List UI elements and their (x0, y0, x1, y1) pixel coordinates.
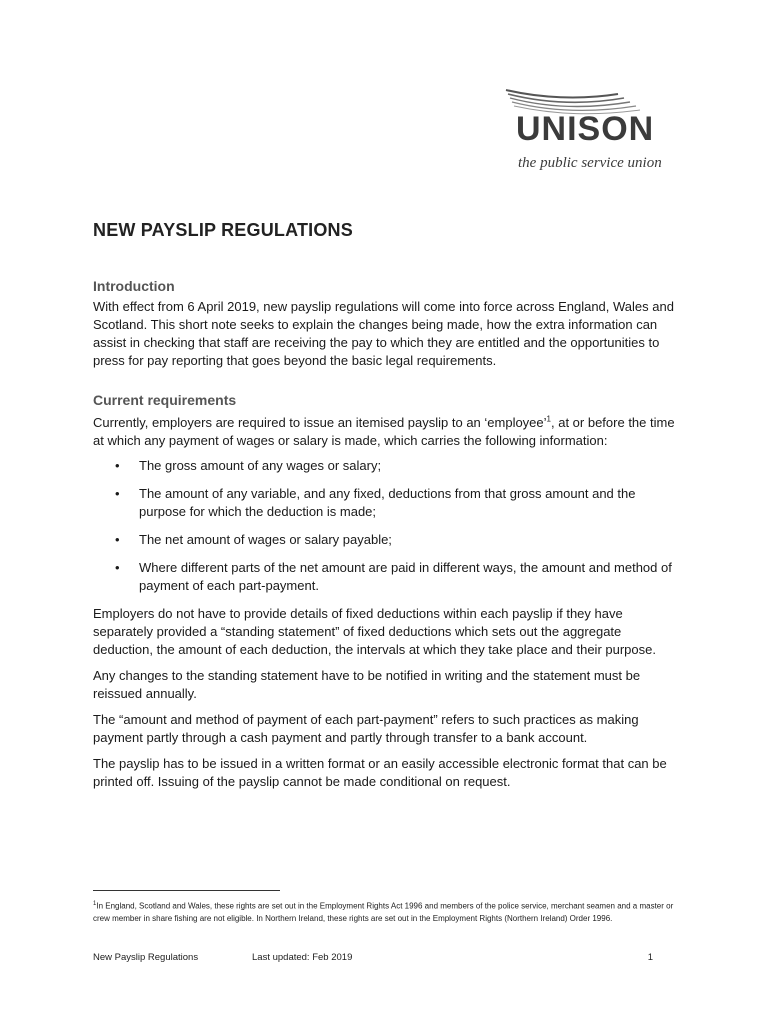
changes-paragraph: Any changes to the standing statement have to be notified in writing and the statement must be reissued annually. (93, 668, 641, 701)
logo-wordmark: UNISON (516, 110, 655, 148)
list-item (93, 531, 683, 549)
page-number: 1 (647, 952, 653, 963)
list-item-text: The net amount of wages or salary payable; (139, 532, 392, 547)
footnote-divider (93, 890, 280, 891)
footnote-reference[interactable]: 1 (546, 414, 551, 424)
unison-logo (500, 84, 680, 176)
list-item-text: The amount of any variable, and any fixed, deductions from that gross amount and the purpose for which the deduction is made; (139, 486, 636, 519)
list-item (93, 485, 683, 521)
list-item-text: Where different parts of the net amount are paid in different ways, the amount and method of payment of each part-payment. (139, 560, 672, 593)
page-footer (93, 952, 653, 963)
introduction-heading: Introduction (93, 278, 175, 294)
page-title: NEW PAYSLIP REGULATIONS (93, 220, 353, 240)
main-content (93, 278, 683, 791)
requirements-list (93, 457, 683, 595)
footer-updated: Last updated: Feb 2019 (252, 952, 353, 963)
bullet-icon: • (115, 532, 120, 547)
payslip-format-paragraph: The payslip has to be issued in a written format or an easily accessible electronic format that can be printed off. Issuing of the payslip cannot be made conditional on request. (93, 756, 667, 789)
lead-text-start: Currently, employers are required to issue an itemised payslip to an ‘employee’ (93, 415, 547, 430)
current-requirements-heading: Current requirements (93, 392, 237, 408)
bullet-icon: • (115, 486, 120, 501)
lead-text-end: , at or before the time at which any payment of wages or salary is made, which carries the following information: (93, 415, 675, 448)
logo-tagline: the public service union (518, 155, 662, 171)
list-item (93, 559, 683, 595)
bullet-icon: • (115, 458, 120, 473)
list-item (93, 457, 683, 475)
list-item-text: The gross amount of any wages or salary; (139, 458, 382, 473)
footnote-text: In England, Scotland and Wales, these rights are set out in the Employment Rights Act 1996 and members of the police service, merchant seamen and a master or crew member in share fishing are not eligible. In Northern Ireland, these rights are set out in the Employment Rights (Northern Ireland) Order 1996. (93, 901, 674, 923)
bullet-icon: • (115, 560, 120, 575)
part-payment-paragraph: The “amount and method of payment of each part-payment” refers to such practices as making payment partly through a cash payment and partly through transfer to a bank account. (93, 712, 639, 745)
footer-doc-name: New Payslip Regulations (93, 952, 199, 963)
standing-statement-paragraph: Employers do not have to provide details of fixed deductions within each payslip if they have separately provided a “standing statement” of fixed deductions which sets out the aggregate deduction, the amount of each deduction, the intervals at which they take place and their purpose. (93, 606, 656, 657)
footnote (93, 898, 683, 925)
introduction-text: With effect from 6 April 2019, new payslip regulations will come into force across England, Wales and Scotland. This short note seeks to explain the changes being made, how the extra information can assist in checking that staff are receiving the pay to which they are entitled and the opportunities to press for pay reporting that goes beyond the basic legal requirements. (93, 299, 674, 368)
footnote-number: 1 (93, 901, 97, 907)
current-requirements-lead (93, 414, 683, 450)
